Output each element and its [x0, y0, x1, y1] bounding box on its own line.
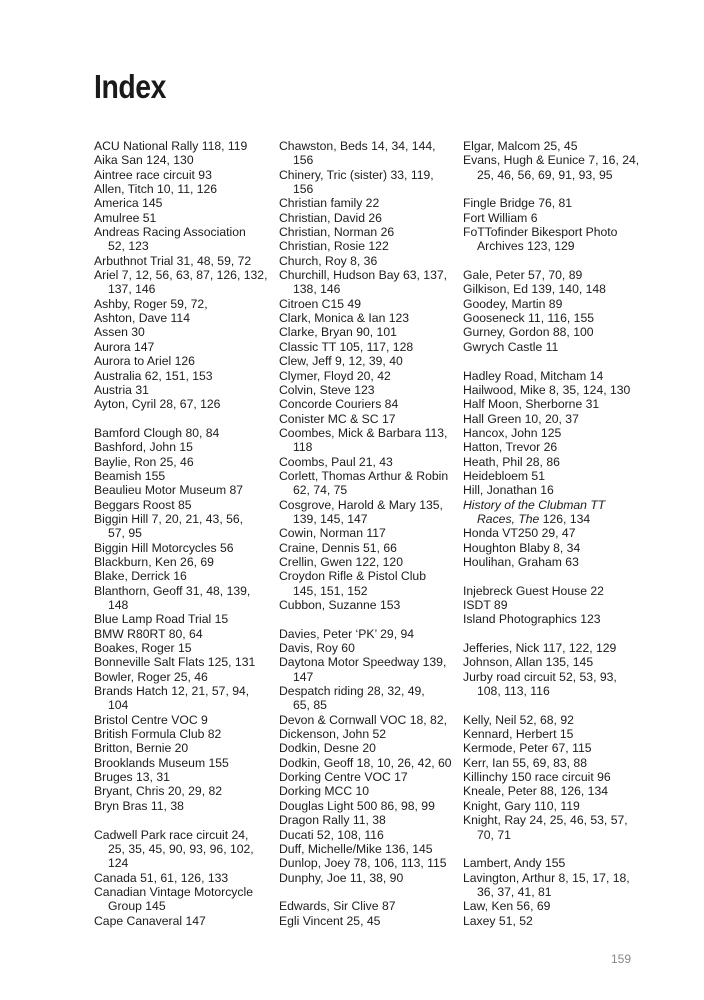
- index-entry: [94, 828, 274, 871]
- page-number: 159: [611, 952, 632, 966]
- index-entry: [94, 569, 274, 583]
- index-entry-line: Edwards, Sir Clive 87: [279, 899, 396, 914]
- index-entry-line: Egli Vincent 25, 45: [279, 913, 381, 928]
- index-entry: [463, 397, 643, 411]
- index-entry: [463, 211, 643, 225]
- index-entry-line: Christian, Norman 26: [279, 225, 395, 240]
- index-entry: [279, 297, 459, 311]
- index-entry: [94, 455, 274, 469]
- index-entry: [279, 369, 459, 383]
- index-entry: [94, 670, 274, 684]
- index-entry: [279, 455, 459, 469]
- index-entry-line: Ducati 52, 108, 116: [279, 827, 384, 842]
- index-entry: [463, 483, 643, 497]
- index-entry: [463, 741, 643, 755]
- index-entry: [463, 440, 643, 454]
- index-entry-line: Johnson, Allan 135, 145: [463, 655, 594, 670]
- index-entry: [279, 784, 459, 798]
- index-entry-line: Bristol Centre VOC 9: [94, 712, 208, 727]
- index-entry: [279, 239, 459, 253]
- index-entry-line: Clarke, Bryan 90, 101: [279, 325, 397, 340]
- index-entry: [94, 383, 274, 397]
- index-entry: [463, 871, 643, 900]
- index-entry-line: 156: [293, 182, 314, 197]
- index-entry-line: Houghton Blaby 8, 34: [463, 540, 581, 555]
- index-entry-line: Beaulieu Motor Museum 87: [94, 483, 244, 498]
- index-entry: [279, 842, 459, 856]
- index-entry: [94, 354, 274, 368]
- index-entry: [279, 713, 459, 727]
- index-entry-line: Dunlop, Joey 78, 106, 113, 115: [279, 856, 447, 871]
- index-entry: [94, 914, 274, 928]
- index-entry-line: Cape Canaveral 147: [94, 913, 206, 928]
- index-entry: [279, 813, 459, 827]
- index-entry: [279, 555, 459, 569]
- index-entry-line: Blake, Derrick 16: [94, 569, 187, 584]
- index-entry-line: Bryant, Chris 20, 29, 82: [94, 784, 223, 799]
- index-entry-line: Hill, Jonathan 16: [463, 483, 554, 498]
- index-entry: [279, 225, 459, 239]
- index-entry-line: Kennard, Herbert 15: [463, 727, 574, 742]
- index-entry-line: Aurora to Ariel 126: [94, 354, 195, 369]
- index-entry: [463, 612, 643, 626]
- index-entry-line: Jurby road circuit 52, 53, 93,: [463, 669, 617, 684]
- index-entry-line: Corlett, Thomas Arthur & Robin: [279, 468, 449, 483]
- index-entry-line: Elgar, Malcom 25, 45: [463, 139, 578, 153]
- page-title: Index: [94, 68, 166, 105]
- index-entry-line: Houlihan, Graham 63: [463, 554, 579, 569]
- index-entry: [279, 139, 459, 168]
- index-entry: [94, 555, 274, 569]
- index-entry-line: Island Photographics 123: [463, 612, 601, 627]
- index-entry: [279, 727, 459, 741]
- index-entry: [463, 584, 643, 598]
- index-entry-line: Dodkin, Desne 20: [279, 741, 376, 756]
- index-entry: [463, 713, 643, 727]
- index-entry-line: Classic TT 105, 117, 128: [279, 339, 414, 354]
- index-entry-line: Colvin, Steve 123: [279, 382, 375, 397]
- index-entry-line: ACU National Rally 118, 119: [94, 139, 248, 153]
- index-entry: [94, 325, 274, 339]
- index-entry-line: 124: [108, 856, 129, 871]
- index-entry-line: 118: [293, 440, 313, 455]
- index-entry: [463, 541, 643, 555]
- index-entry: [279, 268, 459, 297]
- index-entry-line: Austria 31: [94, 382, 149, 397]
- index-entry-line: Bashford, John 15: [94, 440, 193, 455]
- index-entry: [279, 196, 459, 210]
- index-entry: [279, 641, 459, 655]
- index-entry-line: Fort William 6: [463, 210, 538, 225]
- index-entry: [94, 182, 274, 196]
- index-entry-line: Conister MC & SC 17: [279, 411, 396, 426]
- index-entry-line: Cowin, Norman 117: [279, 526, 386, 541]
- index-entry: [463, 340, 643, 354]
- index-entry-line: Fingle Bridge 76, 81: [463, 196, 573, 211]
- index-entry: [94, 139, 274, 153]
- index-entry-line: Kelly, Neil 52, 68, 92: [463, 712, 574, 727]
- index-entry-line: 57, 95: [108, 526, 142, 541]
- index-entry: [279, 469, 459, 498]
- index-entry-line: Clark, Monica & Ian 123: [279, 311, 410, 326]
- index-entry-line: 138, 146: [293, 282, 341, 297]
- index-entry-line: Dunphy, Joe 11, 38, 90: [279, 870, 404, 885]
- index-entry-line: Aintree race circuit 93: [94, 167, 212, 182]
- index-entry: [279, 498, 459, 527]
- index-entry-line: Andreas Racing Association: [94, 225, 246, 240]
- index-entry-line: Devon & Cornwall VOC 18, 82,: [279, 712, 447, 727]
- index-entry: [94, 426, 274, 440]
- index-entry: [94, 297, 274, 311]
- index-entry: [279, 211, 459, 225]
- index-entry: [463, 455, 643, 469]
- index-entry-line: Lavington, Arthur 8, 15, 17, 18,: [463, 870, 630, 885]
- index-entry-line: Amulree 51: [94, 210, 157, 225]
- index-entry-line: Half Moon, Sherborne 31: [463, 397, 600, 412]
- index-entry: [463, 899, 643, 913]
- index-entry: [94, 627, 274, 641]
- index-entry-line: Goodey, Martin 89: [463, 296, 563, 311]
- index-entry: [94, 498, 274, 512]
- index-entry-line: 65, 85: [293, 698, 327, 713]
- index-entry-line: Hailwood, Mike 8, 35, 124, 130: [463, 382, 631, 397]
- index-entry-line: Citroen C15 49: [279, 296, 361, 311]
- index-entry-line: Douglas Light 500 86, 98, 99: [279, 798, 435, 813]
- index-entry-line: Jefferies, Nick 117, 122, 129: [463, 641, 617, 656]
- index-entry: [463, 282, 643, 296]
- index-entry-line: Chinery, Tric (sister) 33, 119,: [279, 167, 434, 182]
- index-entry: [463, 555, 643, 569]
- index-entry-line: Bruges 13, 31: [94, 770, 170, 785]
- index-entry: [463, 670, 643, 699]
- index-entry-line: Evans, Hugh & Eunice 7, 16, 24,: [463, 153, 640, 168]
- index-entry: [279, 397, 459, 411]
- index-entry: [463, 598, 643, 612]
- index-entry-line: America 145: [94, 196, 163, 211]
- index-entry: [463, 325, 643, 339]
- index-entry: [94, 196, 274, 210]
- index-entry: [94, 784, 274, 798]
- index-entry-line: BMW R80RT 80, 64: [94, 626, 203, 641]
- index-entry-line: 139, 145, 147: [293, 511, 368, 526]
- index-entry: [463, 311, 643, 325]
- index-entry: [279, 684, 459, 713]
- index-entry-line: 137, 146: [108, 282, 156, 297]
- index-entry: [94, 713, 274, 727]
- index-entry: [94, 340, 274, 354]
- index-entry: [463, 225, 643, 254]
- index-entry: [279, 325, 459, 339]
- index-entry: [463, 655, 643, 669]
- index-entry: [94, 770, 274, 784]
- index-entry-line: Dorking Centre VOC 17: [279, 770, 408, 785]
- index-entry-line: Cadwell Park race circuit 24,: [94, 827, 249, 842]
- index-entry-line: ISDT 89: [463, 598, 508, 612]
- index-entry: [94, 311, 274, 325]
- index-column-2: [279, 139, 459, 928]
- index-entry-line: Ashby, Roger 59, 72,: [94, 296, 208, 311]
- index-entry: [94, 612, 274, 626]
- index-entry: [94, 756, 274, 770]
- index-entry-line: Archives 123, 129: [477, 239, 575, 254]
- index-entry-line: Killinchy 150 race circuit 96: [463, 770, 611, 785]
- index-entry: [279, 899, 459, 913]
- index-entry-line: Daytona Motor Speedway 139,: [279, 655, 447, 670]
- index-entry: [463, 153, 643, 182]
- index-entry-line: Ariel 7, 12, 56, 63, 87, 126, 132,: [94, 268, 268, 283]
- index-entry: [94, 268, 274, 297]
- index-entry-line: Canada 51, 61, 126, 133: [94, 870, 229, 885]
- index-entry-line: Arbuthnot Trial 31, 48, 59, 72: [94, 253, 252, 268]
- index-entry: [463, 139, 643, 153]
- index-entry: [279, 627, 459, 641]
- index-entry-line: 147: [293, 669, 314, 684]
- index-entry-line: Baylie, Ron 25, 46: [94, 454, 194, 469]
- index-entry: [279, 914, 459, 928]
- index-entry-line: Knight, Gary 110, 119: [463, 798, 580, 813]
- index-entry-line: Heidebloem 51: [463, 468, 545, 483]
- index-entry: [94, 469, 274, 483]
- index-entry-line: Gale, Peter 57, 70, 89: [463, 268, 583, 283]
- index-entry: [94, 799, 274, 813]
- index-entry: [94, 483, 274, 497]
- index-entry: [279, 598, 459, 612]
- index-entry-line: Cubbon, Suzanne 153: [279, 598, 401, 612]
- index-entry: [94, 440, 274, 454]
- index-entry-line: Blue Lamp Road Trial 15: [94, 612, 229, 627]
- index-entry: [463, 412, 643, 426]
- index-entry-line: Beamish 155: [94, 468, 166, 483]
- index-entry-line: Christian, Rosie 122: [279, 239, 389, 254]
- index-entry: [94, 512, 274, 541]
- index-entry: [94, 885, 274, 914]
- index-entry: [463, 770, 643, 784]
- index-entry-line: 62, 74, 75: [293, 483, 348, 498]
- index-entry: [463, 196, 643, 210]
- index-entry-line: 70, 71: [477, 827, 511, 842]
- index-entry-line: Heath, Phil 28, 86: [463, 454, 560, 469]
- index-entry-line: Gwrych Castle 11: [463, 339, 559, 354]
- index-entry-line: Duff, Michelle/Mike 136, 145: [279, 841, 433, 856]
- index-entry-line: Injebreck Guest House 22: [463, 583, 604, 598]
- index-entry-line: Brands Hatch 12, 21, 57, 94,: [94, 684, 250, 699]
- index-entry-line: Biggin Hill Motorcycles 56: [94, 540, 234, 555]
- index-entry-line: Aurora 147: [94, 339, 155, 354]
- index-entry: [463, 784, 643, 798]
- index-entry: [94, 369, 274, 383]
- index-entry: [94, 168, 274, 182]
- index-entry: [463, 756, 643, 770]
- index-entry-line: Laxey 51, 52: [463, 913, 533, 928]
- index-entry: [279, 741, 459, 755]
- index-entry: [94, 727, 274, 741]
- index-entry-line: Biggin Hill 7, 20, 21, 43, 56,: [94, 511, 244, 526]
- index-entry: [279, 655, 459, 684]
- index-entry-line: Lambert, Andy 155: [463, 856, 566, 871]
- index-entry: [94, 225, 274, 254]
- index-entry-line: Bryn Bras 11, 38: [94, 798, 184, 813]
- index-entry: [463, 383, 643, 397]
- index-entry-line: Brooklands Museum 155: [94, 755, 229, 770]
- index-entry-line: Davis, Roy 60: [279, 641, 355, 656]
- index-entry: [463, 498, 643, 527]
- index-entry: [279, 354, 459, 368]
- index-entry-line: Hadley Road, Mitcham 14: [463, 368, 604, 383]
- index-entry: [463, 268, 643, 282]
- index-entry-line: Blanthorn, Geoff 31, 48, 139,: [94, 583, 251, 598]
- index-entry-line: Coombes, Mick & Barbara 113,: [279, 425, 448, 440]
- index-entry-line: 145, 151, 152: [293, 583, 368, 598]
- index-entry-line: Gilkison, Ed 139, 140, 148: [463, 282, 606, 297]
- index-entry: [94, 641, 274, 655]
- index-entry: [463, 526, 643, 540]
- index-entry: [279, 311, 459, 325]
- index-entry-line: 52, 123: [108, 239, 149, 254]
- index-entry-line: Assen 30: [94, 325, 145, 340]
- index-entry-line: Bonneville Salt Flats 125, 131: [94, 655, 256, 670]
- index-entry: [279, 426, 459, 455]
- index-entry: [94, 397, 274, 411]
- index-entry-line: Hancox, John 125: [463, 425, 562, 440]
- index-entry: [279, 340, 459, 354]
- index-entry: [279, 856, 459, 870]
- index-entry: [94, 871, 274, 885]
- index-entry-line: Croydon Rifle & Pistol Club: [279, 569, 426, 584]
- index-entry-line: Bowler, Roger 25, 46: [94, 669, 208, 684]
- index-entry: [94, 684, 274, 713]
- index-entry-line: Knight, Ray 24, 25, 46, 53, 57,: [463, 813, 628, 828]
- index-entry-line: Christian family 22: [279, 196, 380, 211]
- index-entry-line: Kermode, Peter 67, 115: [463, 741, 592, 756]
- index-entry-line: Races, The 126, 134: [477, 511, 591, 526]
- index-entry-line: Blackburn, Ken 26, 69: [94, 554, 214, 569]
- index-entry-line: Canadian Vintage Motorcycle: [94, 884, 253, 899]
- index-entry: [463, 727, 643, 741]
- index-entry-line: Aika San 124, 130: [94, 153, 194, 168]
- index-entry-line: Kneale, Peter 88, 126, 134: [463, 784, 609, 799]
- index-entry-line: 36, 37, 41, 81: [477, 884, 552, 899]
- index-entry: [279, 412, 459, 426]
- index-entry: [463, 297, 643, 311]
- index-entry: [279, 871, 459, 885]
- index-entry: [279, 541, 459, 555]
- index-entry-line: Clymer, Floyd 20, 42: [279, 368, 391, 383]
- index-entry: [94, 153, 274, 167]
- index-entry-line: Gurney, Gordon 88, 100: [463, 325, 594, 340]
- index-entry-line: Craine, Dennis 51, 66: [279, 540, 397, 555]
- index-entry-line: 25, 46, 56, 69, 91, 93, 95: [477, 167, 613, 182]
- index-entry-line: Dragon Rally 11, 38: [279, 813, 386, 828]
- index-entry-line: Dickenson, John 52: [279, 727, 387, 742]
- index-entry: [94, 541, 274, 555]
- index-entry-line: Churchill, Hudson Bay 63, 137,: [279, 268, 448, 283]
- index-entry-line: Clew, Jeff 9, 12, 39, 40: [279, 354, 403, 369]
- index-entry-line: Britton, Bernie 20: [94, 741, 189, 756]
- index-entry: [279, 799, 459, 813]
- index-entry-line: Ayton, Cyril 28, 67, 126: [94, 397, 221, 412]
- index-entry-line: Church, Roy 8, 36: [279, 253, 378, 268]
- index-entry-line: Davies, Peter ‘PK’ 29, 94: [279, 626, 415, 641]
- index-entry-line: Dorking MCC 10: [279, 784, 370, 799]
- index-entry-line: 148: [108, 598, 129, 612]
- index-entry-line: Group 145: [108, 899, 166, 914]
- index-entry: [94, 254, 274, 268]
- index-entry: [279, 569, 459, 598]
- index-entry: [463, 369, 643, 383]
- index-entry-line: 104: [108, 698, 129, 713]
- index-column-3: [463, 139, 643, 928]
- index-entry-line: Australia 62, 151, 153: [94, 368, 213, 383]
- index-entry: [463, 813, 643, 842]
- index-entry-line: Honda VT250 29, 47: [463, 526, 576, 541]
- index-entry-line: Concorde Couriers 84: [279, 397, 399, 412]
- index-entry: [279, 383, 459, 397]
- index-entry: [463, 426, 643, 440]
- index-entry-line: 156: [293, 153, 314, 168]
- index-entry-line: Kerr, Ian 55, 69, 83, 88: [463, 755, 587, 770]
- index-entry-line: Allen, Titch 10, 11, 126: [94, 182, 218, 197]
- index-entry-line: Cosgrove, Harold & Mary 135,: [279, 497, 443, 512]
- index-entry: [463, 799, 643, 813]
- index-entry: [279, 168, 459, 197]
- index-entry-line: Law, Ken 56, 69: [463, 899, 551, 914]
- index-entry-line: Hall Green 10, 20, 37: [463, 411, 579, 426]
- index-entry-line: Beggars Roost 85: [94, 497, 192, 512]
- index-entry-line: FoTTofinder Bikesport Photo: [463, 225, 618, 240]
- index-entry-line: Ashton, Dave 114: [94, 311, 190, 326]
- index-entry-line: Despatch riding 28, 32, 49,: [279, 684, 425, 699]
- index-entry: [279, 828, 459, 842]
- index-entry-line: Coombs, Paul 21, 43: [279, 454, 393, 469]
- index-entry: [463, 641, 643, 655]
- index-column-1: [94, 139, 274, 928]
- index-entry-line: History of the Clubman TT: [463, 497, 606, 512]
- index-entry: [463, 469, 643, 483]
- index-entry: [463, 914, 643, 928]
- index-entry: [279, 254, 459, 268]
- index-entry: [94, 584, 274, 613]
- index-entry: [94, 655, 274, 669]
- index-entry-line: Chawston, Beds 14, 34, 144,: [279, 139, 436, 153]
- index-entry-line: Bamford Clough 80, 84: [94, 425, 220, 440]
- index-entry-line: British Formula Club 82: [94, 727, 222, 742]
- index-entry-line: 25, 35, 45, 90, 93, 96, 102,: [108, 841, 254, 856]
- index-entry-line: 108, 113, 116: [477, 684, 550, 699]
- index-entry-line: Crellin, Gwen 122, 120: [279, 554, 403, 569]
- index-entry: [94, 741, 274, 755]
- index-entry-line: Gooseneck 11, 116, 155: [463, 311, 594, 326]
- index-entry: [279, 526, 459, 540]
- index-entry: [463, 856, 643, 870]
- index-entry: [279, 756, 459, 770]
- index-entry: [279, 770, 459, 784]
- index-entry-line: Christian, David 26: [279, 210, 382, 225]
- index-entry: [94, 211, 274, 225]
- index-entry-line: Dodkin, Geoff 18, 10, 26, 42, 60: [279, 755, 452, 770]
- index-entry-line: Boakes, Roger 15: [94, 641, 192, 656]
- index-entry-line: Hatton, Trevor 26: [463, 440, 558, 455]
